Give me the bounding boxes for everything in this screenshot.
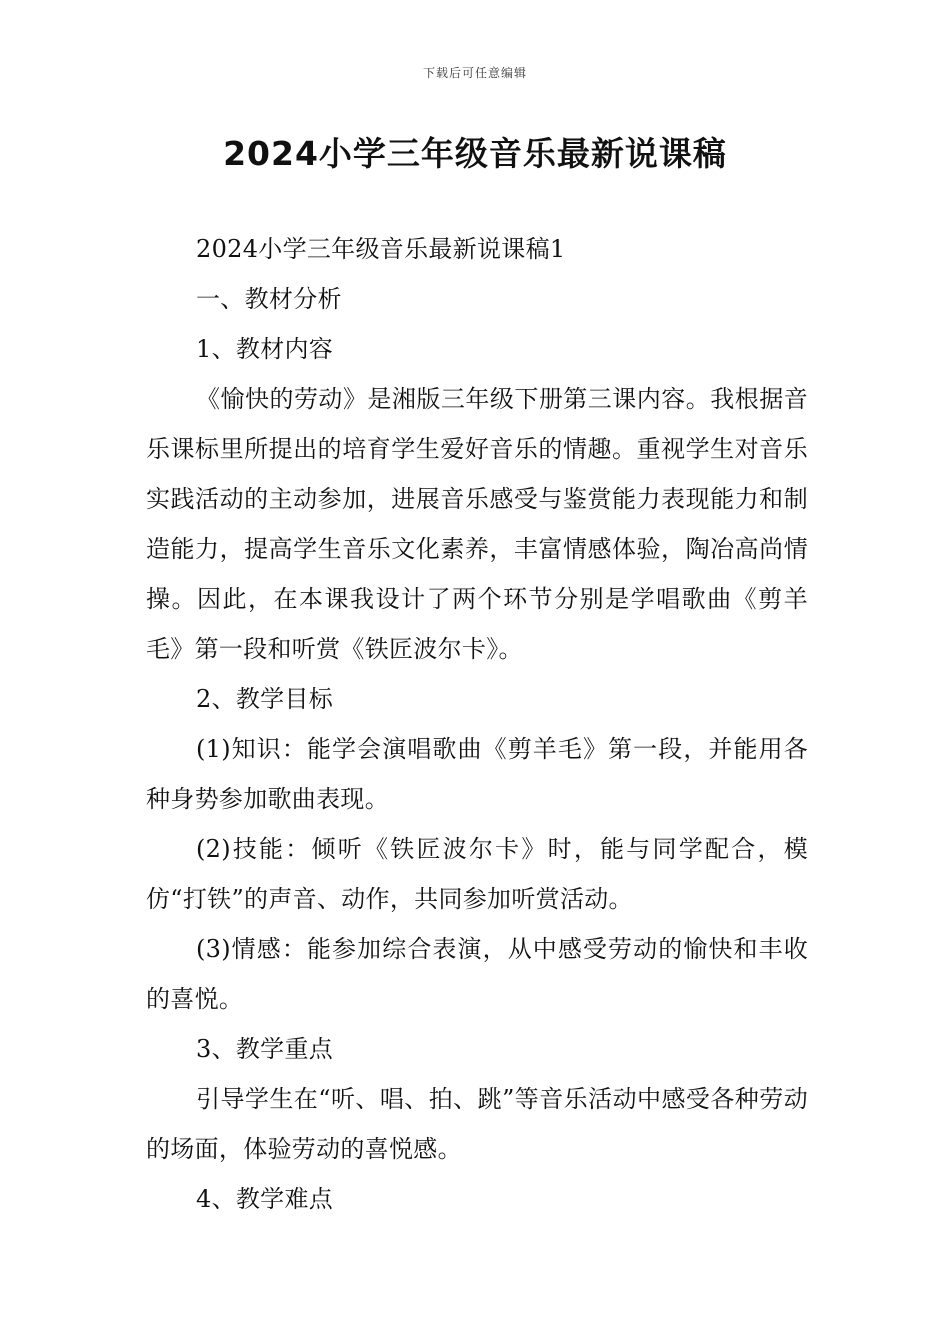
paragraph-goal-emotion: (3)情感：能参加综合表演，从中感受劳动的愉快和丰收的喜悦。 bbox=[146, 935, 808, 1013]
heading-difficult-points: 4、教学难点 bbox=[196, 1185, 334, 1213]
heading-teaching-goals: 2、教学目标 bbox=[196, 685, 334, 713]
heading-material-analysis: 一、教材分析 bbox=[196, 285, 342, 313]
section-title: 2024小学三年级音乐最新说课稿1 bbox=[196, 235, 566, 263]
heading-material-content: 1、教材内容 bbox=[196, 335, 334, 363]
page-title: 2024小学三年级音乐最新说课稿 bbox=[223, 134, 727, 173]
heading-key-points: 3、教学重点 bbox=[196, 1035, 334, 1063]
paragraph-material-content: 《愉快的劳动》是湘版三年级下册第三课内容。我根据音乐课标里所提出的培育学生爱好音乐的情趣。重视学生对音乐实践活动的主动参加，进展音乐感受与鉴赏能力表现能力和制造能力，提高学生音乐文化素养，丰富情感体验，陶冶高尚情操。因此，在本课我设计了两个环节分别是学唱歌曲《剪羊毛》第一段和听赏《铁匠波尔卡》。 bbox=[146, 385, 808, 663]
paragraph-goal-skill: (2)技能：倾听《铁匠波尔卡》时，能与同学配合，模仿“打铁”的声音、动作，共同参加听赏活动。 bbox=[146, 835, 808, 913]
paragraph-goal-knowledge: (1)知识：能学会演唱歌曲《剪羊毛》第一段，并能用各种身势参加歌曲表现。 bbox=[146, 735, 808, 813]
paragraph-key-points: 引导学生在“听、唱、拍、跳”等音乐活动中感受各种劳动的场面，体验劳动的喜悦感。 bbox=[146, 1085, 808, 1163]
document-body bbox=[146, 224, 808, 1224]
header-note: 下载后可任意编辑 bbox=[422, 66, 527, 80]
